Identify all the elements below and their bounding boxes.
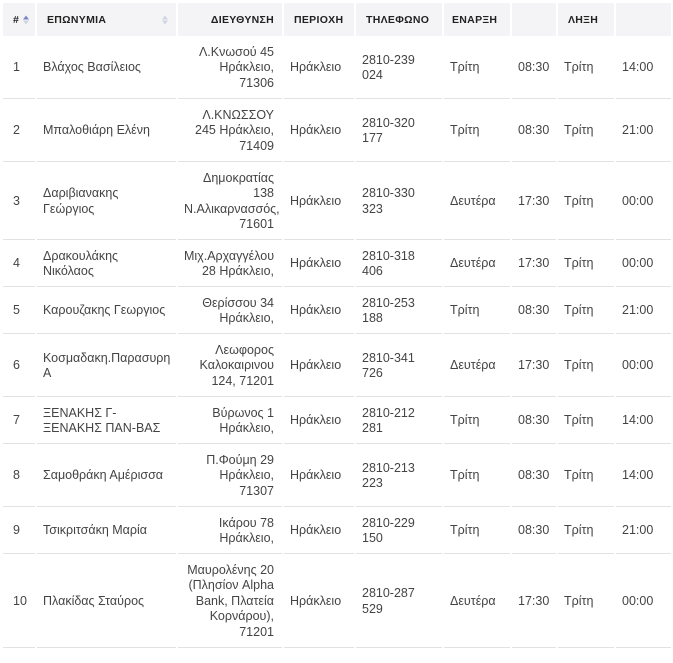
column-header-label: # [13, 13, 20, 26]
cell-address: Μαυρολένης 20 (Πλησίον Alpha Bank, Πλατεία Κορνάρου), 71201 [178, 556, 282, 648]
cell-number: 8 [3, 446, 35, 507]
pharmacy-table [1, 1, 673, 650]
cell-number: 4 [3, 242, 35, 287]
cell-name: Πλακίδας Σταύρος [37, 556, 176, 648]
cell-phone: 2810-330 323 [356, 164, 442, 240]
cell-end-day: Τρίτη [558, 164, 614, 240]
column-header-area[interactable] [284, 3, 354, 36]
cell-end-day: Τρίτη [558, 101, 614, 162]
cell-start-time: 08:30 [512, 101, 556, 162]
cell-name: Καρουζακης Γεωργιος [37, 289, 176, 334]
cell-end-time: 14:00 [616, 399, 671, 444]
cell-address: Λεωφορος Καλοκαιρινου 124, 71201 [178, 336, 282, 397]
cell-number: 9 [3, 509, 35, 554]
column-header-address[interactable] [178, 3, 282, 36]
cell-name: Σαμοθράκη Αμέρισσα [37, 446, 176, 507]
column-header-phone[interactable] [356, 3, 442, 36]
cell-end-day: Τρίτη [558, 336, 614, 397]
column-header-start[interactable] [444, 3, 510, 36]
table-row[interactable] [3, 164, 671, 240]
cell-start-time: 08:30 [512, 289, 556, 334]
cell-end-time: 21:00 [616, 509, 671, 554]
cell-area: Ηράκλειο [284, 556, 354, 648]
cell-name: ΞΕΝΑΚΗΣ Γ-ΞΕΝΑΚΗΣ ΠΑΝ-ΒΑΣ [37, 399, 176, 444]
column-header-end[interactable] [558, 3, 614, 36]
cell-start-time: 08:30 [512, 446, 556, 507]
cell-name: Βλάχος Βασίλειος [37, 38, 176, 99]
cell-address: Βύρωνος 1 Ηράκλειο, [178, 399, 282, 444]
cell-name: Δρακουλάκης Νικόλαος [37, 242, 176, 287]
cell-area: Ηράκλειο [284, 446, 354, 507]
table-row[interactable] [3, 38, 671, 99]
cell-name: Τσικριτσάκη Μαρία [37, 509, 176, 554]
pharmacy-table-container [0, 1, 654, 663]
cell-phone: 2810-320 177 [356, 101, 442, 162]
cell-name: Δαριβιανακης Γεώργιος [37, 164, 176, 240]
table-row[interactable] [3, 242, 671, 287]
cell-start-time: 17:30 [512, 336, 556, 397]
cell-number: 2 [3, 101, 35, 162]
cell-start-day: Δευτέρα [444, 336, 510, 397]
cell-start-day: Δευτέρα [444, 242, 510, 287]
cell-address: Δημοκρατίας 138 Ν.Αλικαρνασσός, 71601 [178, 164, 282, 240]
cell-area: Ηράκλειο [284, 242, 354, 287]
cell-end-time: 21:00 [616, 289, 671, 334]
cell-end-time: 14:00 [616, 446, 671, 507]
table-row[interactable] [3, 509, 671, 554]
column-header-label: ΠΕΡΙΟΧΗ [294, 13, 344, 26]
cell-address: Λ.ΚΝΩΣΣΟΥ 245 Ηράκλειο, 71409 [178, 101, 282, 162]
column-header-end-time[interactable] [616, 3, 671, 36]
table-row[interactable] [3, 289, 671, 334]
cell-end-time: 00:00 [616, 336, 671, 397]
cell-phone: 2810-213 223 [356, 446, 442, 507]
cell-start-day: Τρίτη [444, 38, 510, 99]
cell-end-day: Τρίτη [558, 242, 614, 287]
cell-number: 7 [3, 399, 35, 444]
cell-area: Ηράκλειο [284, 509, 354, 554]
cell-start-time: 08:30 [512, 399, 556, 444]
cell-start-day: Δευτέρα [444, 164, 510, 240]
column-header-start-time[interactable] [512, 3, 556, 36]
table-row[interactable] [3, 556, 671, 648]
cell-start-time: 17:30 [512, 164, 556, 240]
cell-end-day: Τρίτη [558, 556, 614, 648]
cell-area: Ηράκλειο [284, 399, 354, 444]
cell-end-time: 00:00 [616, 164, 671, 240]
cell-start-day: Τρίτη [444, 289, 510, 334]
sort-icon[interactable] [23, 15, 29, 24]
cell-number: 6 [3, 336, 35, 397]
cell-address: Θερίσσου 34 Ηράκλειο, [178, 289, 282, 334]
cell-phone: 2810-253 188 [356, 289, 442, 334]
cell-area: Ηράκλειο [284, 101, 354, 162]
cell-area: Ηράκλειο [284, 164, 354, 240]
cell-start-time: 08:30 [512, 509, 556, 554]
column-header-label: ΤΗΛΕΦΩΝΟ [366, 13, 430, 26]
cell-end-day: Τρίτη [558, 38, 614, 99]
cell-start-time: 17:30 [512, 242, 556, 287]
column-header-label: ΕΝΑΡΞΗ [452, 13, 498, 26]
cell-address: Π.Φούμη 29 Ηράκλειο, 71307 [178, 446, 282, 507]
cell-end-time: 00:00 [616, 242, 671, 287]
cell-number: 1 [3, 38, 35, 99]
table-row[interactable] [3, 446, 671, 507]
cell-number: 10 [3, 556, 35, 648]
cell-area: Ηράκλειο [284, 289, 354, 334]
cell-start-day: Τρίτη [444, 399, 510, 444]
cell-number: 3 [3, 164, 35, 240]
cell-name: Κοσμαδακη.Παρασυρη Α [37, 336, 176, 397]
cell-phone: 2810-229 150 [356, 509, 442, 554]
table-row[interactable] [3, 399, 671, 444]
cell-end-day: Τρίτη [558, 289, 614, 334]
table-row[interactable] [3, 101, 671, 162]
table-header-row [3, 3, 671, 36]
cell-address: Μιχ.Αρχαγγέλου 28 Ηράκλειο, [178, 242, 282, 287]
cell-number: 5 [3, 289, 35, 334]
cell-phone: 2810-212 281 [356, 399, 442, 444]
cell-start-time: 17:30 [512, 556, 556, 648]
cell-area: Ηράκλειο [284, 38, 354, 99]
column-header-label: ΔΙΕΥΘΥΝΣΗ [210, 13, 274, 26]
cell-end-time: 21:00 [616, 101, 671, 162]
table-row[interactable] [3, 336, 671, 397]
cell-name: Μπαλοθιάρη Ελένη [37, 101, 176, 162]
column-header-label: ΕΠΩΝΥΜΙΑ [47, 13, 107, 26]
cell-start-day: Δευτέρα [444, 556, 510, 648]
cell-address: Λ.Κνωσού 45 Ηράκλειο, 71306 [178, 38, 282, 99]
cell-area: Ηράκλειο [284, 336, 354, 397]
column-header-name[interactable] [37, 3, 176, 36]
cell-end-day: Τρίτη [558, 399, 614, 444]
column-header-label: ΛΗΞΗ [568, 13, 599, 26]
cell-end-time: 14:00 [616, 38, 671, 99]
cell-phone: 2810-341 726 [356, 336, 442, 397]
cell-end-day: Τρίτη [558, 446, 614, 507]
sort-icon[interactable] [162, 15, 168, 24]
cell-end-day: Τρίτη [558, 509, 614, 554]
cell-phone: 2810-287 529 [356, 556, 442, 648]
cell-start-day: Τρίτη [444, 101, 510, 162]
cell-start-time: 08:30 [512, 38, 556, 99]
cell-start-day: Τρίτη [444, 446, 510, 507]
cell-address: Ικάρου 78 Ηράκλειο, [178, 509, 282, 554]
cell-phone: 2810-318 406 [356, 242, 442, 287]
cell-start-day: Τρίτη [444, 509, 510, 554]
column-header-number[interactable] [3, 3, 35, 36]
cell-phone: 2810-239 024 [356, 38, 442, 99]
cell-end-time: 00:00 [616, 556, 671, 648]
